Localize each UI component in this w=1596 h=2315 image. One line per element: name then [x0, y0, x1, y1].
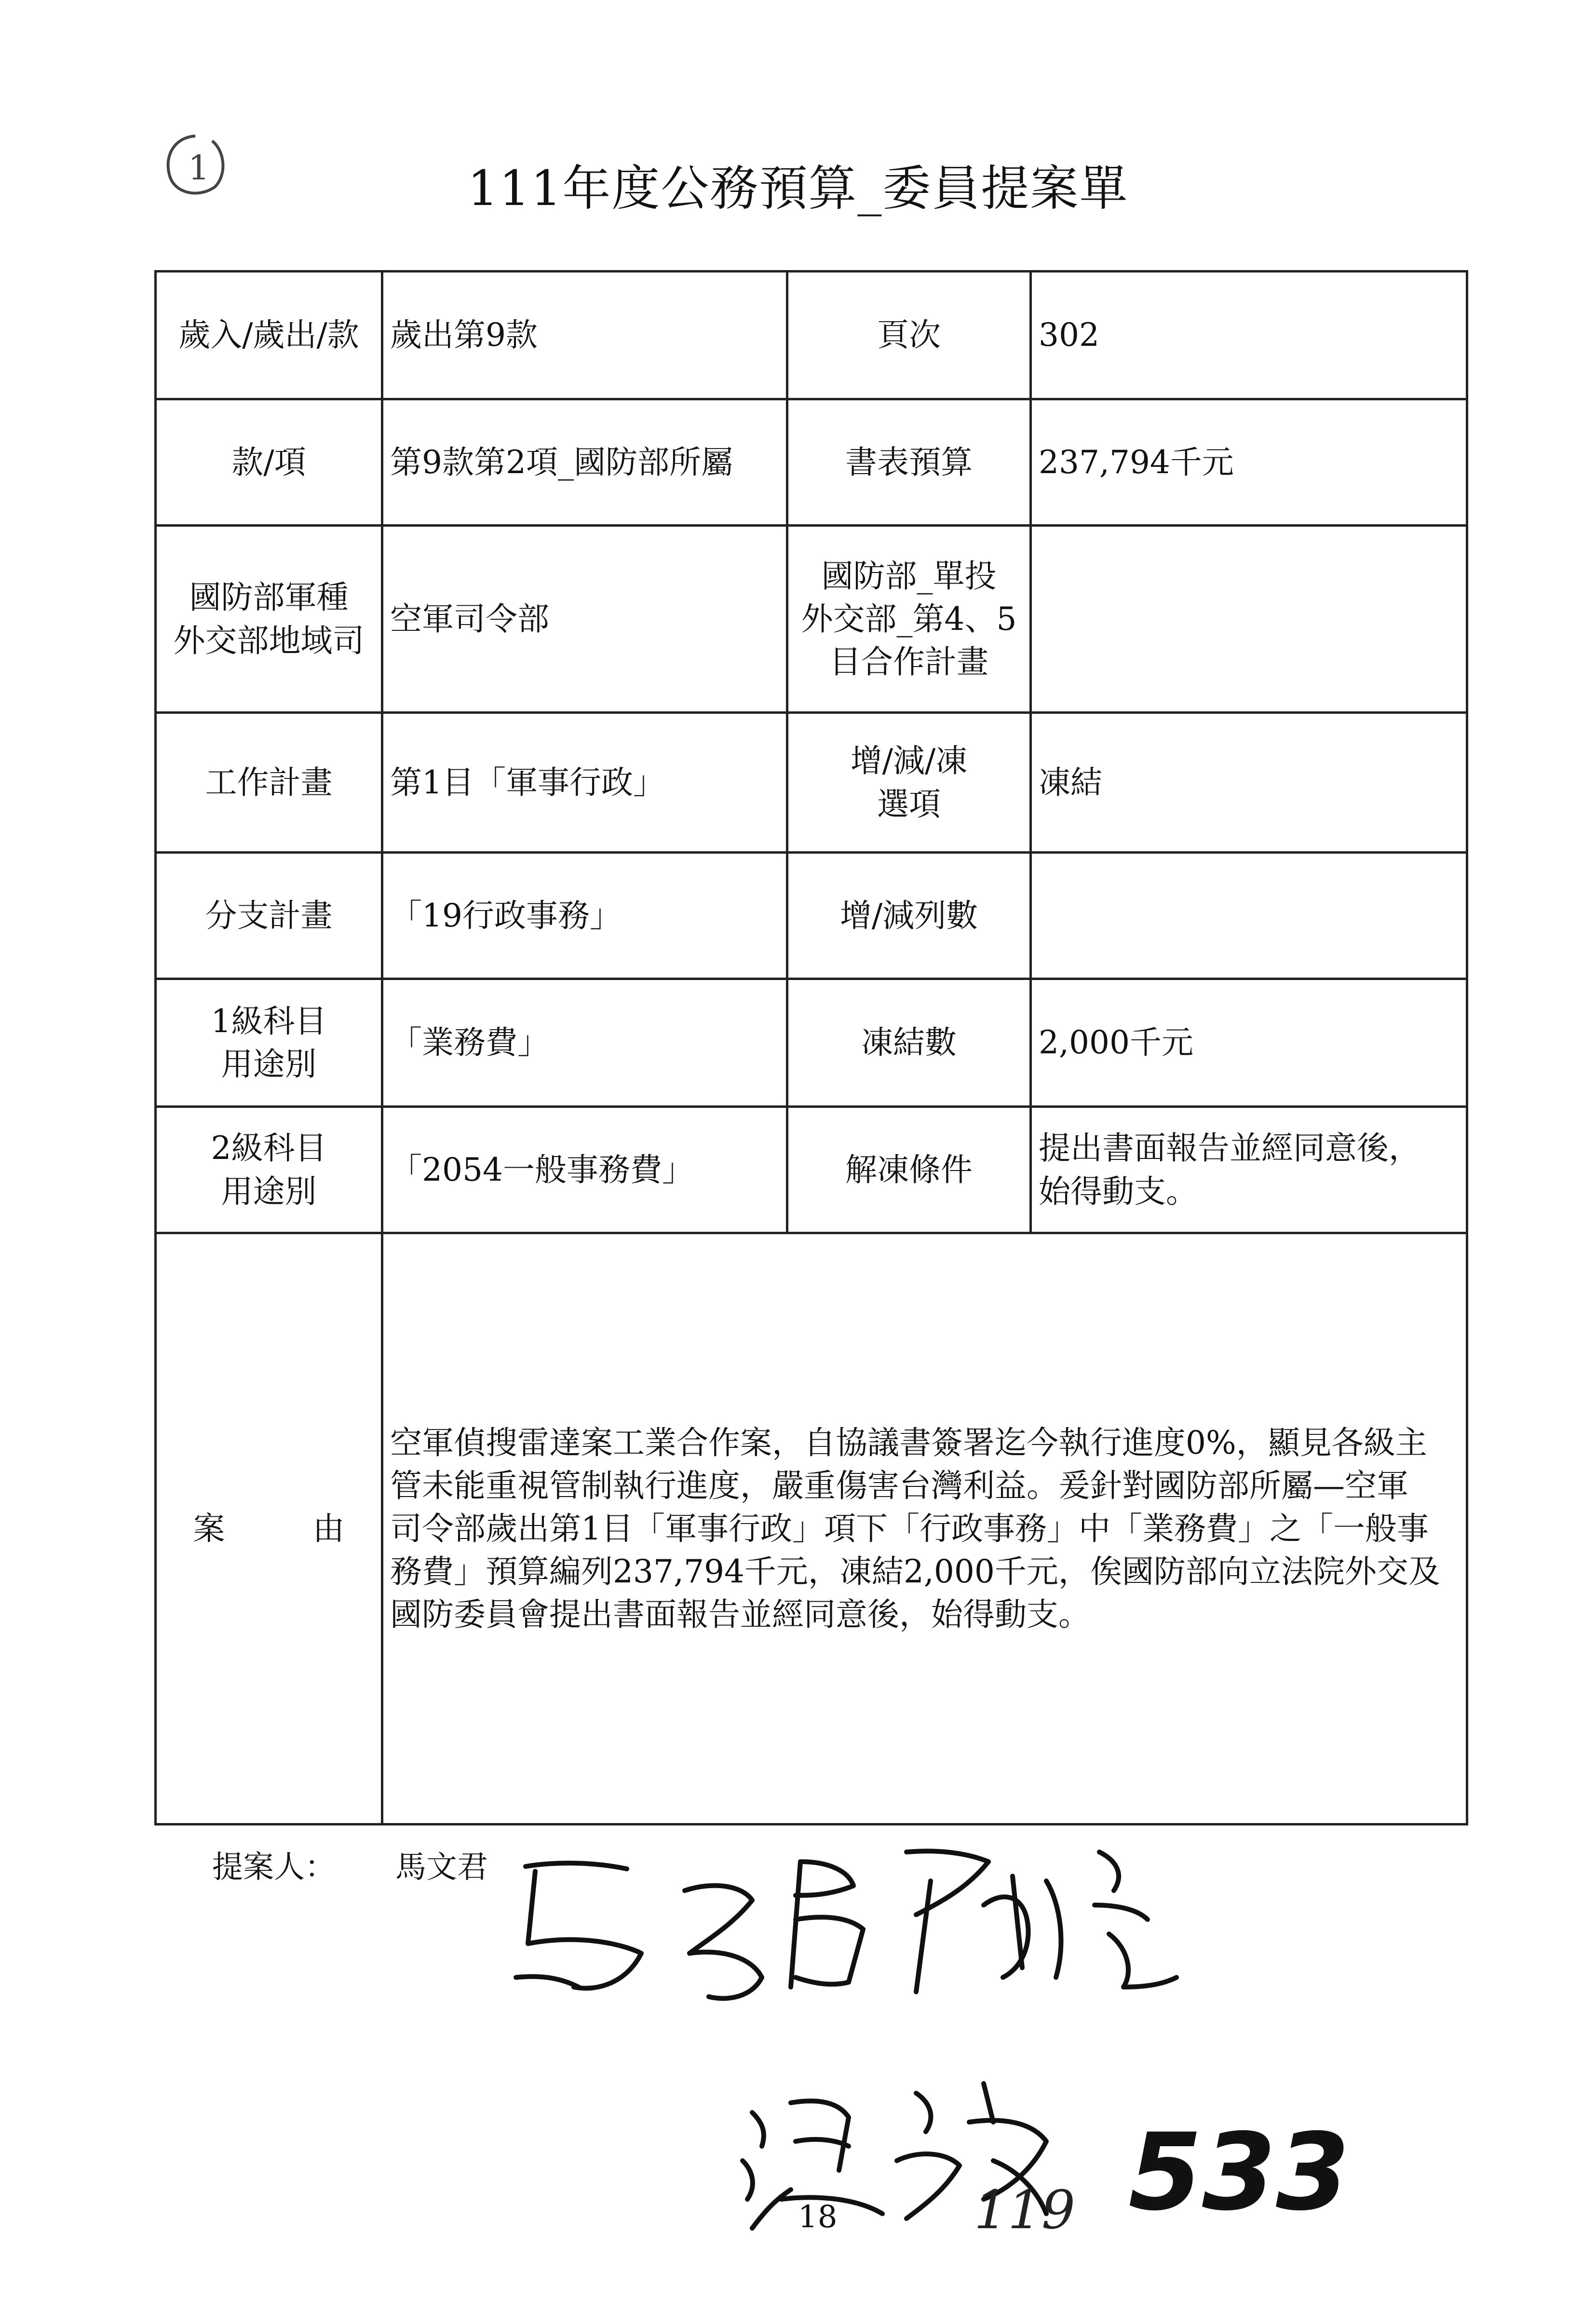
svg-text:1: 1 [188, 148, 210, 188]
reason-text [382, 1233, 1467, 1825]
form-row-category [156, 272, 1467, 399]
label-work-plan: 工作計畫 [156, 713, 382, 853]
label-level1-line1: 1級科目 [211, 1002, 327, 1040]
label-page: 頁次 [787, 272, 1031, 399]
proposer-label: 提案人： [212, 1850, 336, 1885]
label-level2-line2: 用途別 [221, 1172, 317, 1210]
label-unit-line1: 國防部軍種 [189, 579, 349, 616]
handwritten-numbers [974, 2111, 1350, 2247]
value-category: 歲出第9款 [382, 272, 787, 399]
value-page: 302 [1031, 272, 1467, 399]
label-change-amount: 增/減列數 [787, 853, 1031, 979]
value-frozen-amount: 2,000千元 [1031, 979, 1467, 1107]
value-branch-plan: 「19行政事務」 [382, 853, 787, 979]
form-row-section [156, 399, 1467, 526]
label-reason-char2: 由 [312, 1510, 345, 1547]
reason-line-1: 空軍偵搜雷達案工業合作案，自協議書簽署迄今執行進度0%，顯見各級主 [390, 1424, 1427, 1461]
label-cooperation [787, 526, 1031, 713]
proposal-form-table [154, 270, 1468, 1825]
proposer-name: 馬文君 [395, 1850, 488, 1885]
label-reason-char1: 案 [193, 1510, 225, 1547]
value-work-plan: 第1目「軍事行政」 [382, 713, 787, 853]
form-row-level2 [156, 1107, 1467, 1233]
form-row-branch-plan [156, 853, 1467, 979]
reason-line-3: 司令部歲出第1目「軍事行政」項下「行政事務」中「業務費」之「一般事 [390, 1510, 1429, 1547]
value-cooperation [1031, 526, 1467, 713]
label-unit-line2: 外交部地域司 [173, 622, 365, 659]
label-option [787, 713, 1031, 853]
value-level1: 「業務費」 [382, 979, 787, 1107]
value-unfreeze-line2: 始得動支。 [1039, 1172, 1198, 1210]
value-section: 第9款第2項_國防部所屬 [382, 399, 787, 526]
label-frozen-amount: 凍結數 [787, 979, 1031, 1107]
label-category: 歲入/歲出/款 [156, 272, 382, 399]
value-change-amount [1031, 853, 1467, 979]
label-unit [156, 526, 382, 713]
value-level2: 「2054一般事務費」 [382, 1107, 787, 1233]
label-budget: 書表預算 [787, 399, 1031, 526]
label-branch-plan: 分支計畫 [156, 853, 382, 979]
form-row-work-plan [156, 713, 1467, 853]
label-option-line1: 增/減/凍 [850, 742, 968, 780]
reason-line-2: 管未能重視管制執行進度，嚴重傷害台灣利益。爰針對國防部所屬—空軍 [390, 1467, 1408, 1504]
form-row-reason [156, 1233, 1467, 1825]
label-unfreeze-condition: 解凍條件 [787, 1107, 1031, 1233]
label-cooperation-line2: 外交部_第4、5 [801, 600, 1017, 638]
value-unfreeze-line1: 提出書面報告並經同意後， [1039, 1130, 1420, 1167]
label-level1-line2: 用途別 [221, 1046, 317, 1083]
handwritten-number-large: 533 [1128, 2111, 1350, 2234]
reason-line-4: 務費」預算編列237,794千元，凍結2,000千元，俟國防部向立法院外交及 [390, 1553, 1440, 1591]
label-reason [156, 1233, 382, 1825]
label-level2 [156, 1107, 382, 1233]
label-cooperation-line3: 目合作計畫 [829, 643, 988, 681]
page-number: 18 [798, 2199, 838, 2235]
label-cooperation-line1: 國防部_單投 [821, 557, 997, 595]
label-level2-line1: 2級科目 [211, 1130, 327, 1167]
form-row-unit [156, 526, 1467, 713]
value-unfreeze-condition [1031, 1107, 1467, 1233]
label-level1 [156, 979, 382, 1107]
value-budget: 237,794千元 [1031, 399, 1467, 526]
form-row-level1 [156, 979, 1467, 1107]
value-option: 凍結 [1031, 713, 1467, 853]
document-title: 111年度公務預算_委員提案單 [467, 160, 1129, 217]
label-section: 款/項 [156, 399, 382, 526]
handwritten-number-small: 119 [974, 2179, 1075, 2241]
reason-line-5: 國防委員會提出書面報告並經同意後，始得動支。 [390, 1596, 1090, 1634]
label-option-line2: 選項 [877, 785, 941, 823]
value-unit: 空軍司令部 [382, 526, 787, 713]
